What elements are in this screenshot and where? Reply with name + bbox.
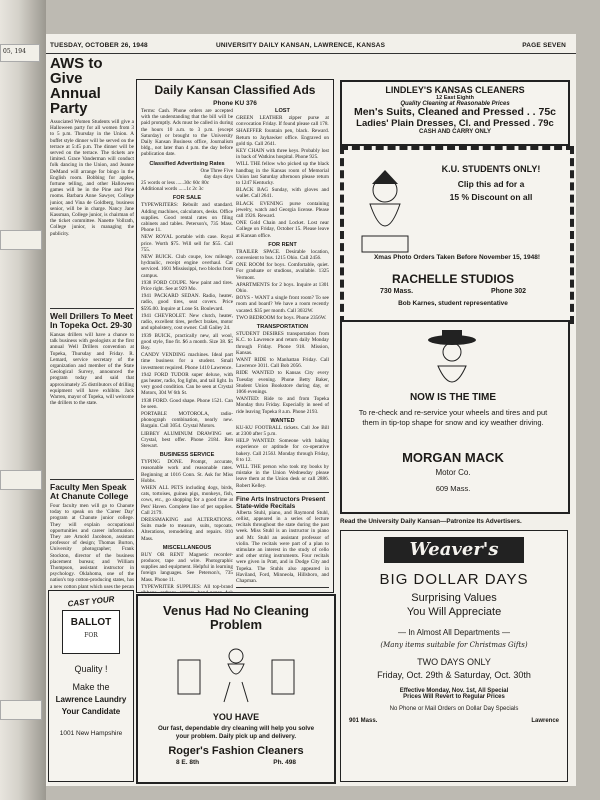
for-sale-list: [141, 202, 233, 449]
morgan-headline: NOW IS THE TIME: [409, 392, 497, 403]
morgan-body: To re-check and re-service your wheels and tires and put them in tip-top shape for snow and icy weather driving.: [358, 408, 548, 427]
lindleys-cleaners-ad: [340, 80, 570, 146]
classified-ad: NEW BUICK. Club coupe, low mileage, hydraulic, receipt engine overhaul. Car serviced. 1601 Mississippi, two blocks from campus.: [141, 254, 233, 279]
classified-ad: BUY OR RENT Magnetic recorder-producer, tape and wire. Photographic supplies and equipment. Helpful in learning foreign languages. See Peterson's, 735 Mass. Phone 11.: [141, 551, 233, 583]
cowboy-illustration: [422, 328, 482, 398]
ballot-candidate: Your Candidate: [61, 707, 121, 716]
weavers-gifts: (Many items suitable for Christmas Gifts): [380, 641, 528, 649]
rachelle-banner: K.U. STUDENTS ONLY!: [441, 164, 541, 174]
classifieds-title: Daily Kansan Classified Ads: [154, 83, 316, 97]
classified-ad: RIDE WANTED to Kansas City every Tuesday evening. Phone Betty Baker, Student Union Bookstore during day, or 1066 evenings.: [236, 370, 329, 395]
classified-ad: 1942 FORD TUDOR super deluxe, with gas heater, radio, fog lights, and tail light. In very good condition. Can be seen at Crystal Motors, 304 W 6th St.: [141, 371, 233, 397]
article-aws-party: Associated Women Students will give a Halloween party for all women from 3 to 5 p.m. Thursday in the Union. A buffet style dinner will be served on the terrace at 5:45 p.m. The dinner will be served on the terrace. The tickets are limited. Grace Vanderman will conduct folk dancing in the Union, and Jeanne DeMand will arrange for bingo in the English room. Bobbing for apples, fortune telling, and other Halloween games will be in the Pine and Pine rooms. Barbara Anne Sawyer, College junior, and Vina de Goldberg, business senior, will be in charge. Nancy Jane Kassman, College junior, is chairman of the ticket committee. Nanette Vollrath, College junior, is managing the publicity.: [50, 119, 134, 237]
santa-illustration: [350, 168, 420, 258]
lindley-tagline: Quality Cleaning at Reasonable Prices: [400, 101, 510, 107]
classifieds-section: [136, 79, 334, 593]
rachelle-address: 730 Mass.: [380, 288, 414, 295]
rachelle-studio-name: RACHELLE STUDIOS: [391, 272, 514, 286]
classifieds-col-left: [141, 108, 233, 593]
headline-aws-party: AWS to Give Annual Party: [50, 56, 103, 117]
ballot-cast-text: CAST YOUR: [67, 594, 115, 609]
margin-tab: [0, 700, 42, 720]
lindley-cash: CASH AND CARRY ONLY: [419, 129, 491, 135]
classified-ad: SHAEFFER fountain pen, black. Reward. Return to Jayhawker office. Engraved on gold tip. Call 2641.: [236, 128, 329, 147]
garment-icon: [178, 660, 294, 694]
rates-row: 25 words or less ......30c 60c 80c: [141, 180, 210, 187]
morgan-name: MORGAN MACK: [402, 450, 504, 465]
classified-ad: TYPEWRITER SUPPLIES: All top-brand: [141, 583, 233, 590]
weavers-headline: BIG DOLLAR DAYS: [379, 571, 529, 588]
article-divider: [236, 492, 329, 493]
patronize-line: Read the University Daily Kansan—Patronize Its Advertisers.: [340, 518, 522, 525]
weavers-no-phone: No Phone or Mail Orders on Dollar Day Specials: [389, 706, 519, 712]
weavers-effective-2: Prices Will Revert to Regular Prices: [403, 694, 505, 700]
rachelle-rep: Bob Karnes, student representative: [398, 300, 508, 307]
article-divider: [50, 479, 134, 480]
lindley-ladies-price: Ladies' Plain Dresses, Cl. and Pressed . 79c: [356, 118, 554, 129]
ballot-for-text: FOR: [84, 632, 98, 639]
classified-ad: PORTABLE MOTOROLA, radio-phonograph combination, nearly new. Bargain. Call 3054. Crystal Motors.: [141, 410, 233, 430]
weavers-logo: [384, 537, 524, 563]
weavers-logo-text: Weaver's: [409, 539, 499, 560]
classified-ad: WILL THE person who took my books by mistake in the Union Wednesday please leave them at the Union desk or call 2886. Robert Kelley.: [236, 463, 329, 489]
rachelle-contact: [344, 288, 562, 298]
venus-phone: Ph. 498: [273, 759, 296, 766]
rachelle-clip: Clip this ad for a: [457, 179, 525, 189]
classifieds-col-right: [236, 108, 329, 588]
article-fine-arts: Alberta Stuhl, piano, and Raymond Stuhl, cellist, appeared in a series of lecture recitals throughout the state during the past week. Miss Stuhl is an instructor in piano and Mr. Stuhl an assistant professor of violin. The recitals were part of a plan to stimulate an interest in the study of cello and other string instruments. Four recitals were given in Pratt, and in Dodge City and Topeka. The Stuhls also appeared in Haviland, Ford, Minneola, Hillsboro, and Chapman.: [236, 509, 329, 584]
classified-ad: LIBBEY ALUMINUM DRAWING set. Crystal, best offer. Phone 2184. Ron Stewart.: [141, 430, 233, 449]
transport-list: [236, 331, 329, 415]
weavers-departments: — In Almost All Departments —: [397, 628, 511, 637]
venus-you-have: YOU HAVE: [212, 712, 260, 722]
cherub-figure: [224, 649, 248, 702]
ballot-make: Make the: [72, 682, 110, 692]
venus-headline: Venus Had No Cleaning Problem: [163, 603, 309, 632]
rates-header: One Three Five: [200, 167, 233, 174]
margin-tab-label: 05, 194: [3, 48, 26, 55]
classified-ad: KEY CHAIN with three keys. Probably lost in back of Watkins hospital. Phone 925.: [236, 148, 329, 161]
classified-ad: WANTED: Ride to and from Topeka Monday thru Friday. Especially in need of ride leaving Topeka 8 a.m. Phone 2193.: [236, 396, 329, 415]
binder-margin: [0, 0, 46, 800]
venus-address: 8 E. 8th: [176, 759, 200, 766]
classified-ad: BOYS - WANT a single front room? To see room and board? We have a room recently vacated. $35 per month. Call 3032W.: [236, 295, 329, 314]
header-rule: [46, 53, 576, 54]
misc-heading: MISCELLANEOUS: [162, 544, 212, 551]
newspaper-page: [46, 34, 576, 786]
issue-date: TUESDAY, OCTOBER 26, 1948: [50, 42, 148, 49]
lindley-title: LINDLEY'S KANSAS CLEANERS: [385, 85, 525, 95]
classified-ad: GREEN LEATHER zipper purse at convocation Friday. If found please call 178.: [236, 115, 329, 128]
classifieds-terms: Terms: Cash. Phone orders are accepted with the understanding that the bill will be paid promptly. Ads must be called in during the hours 10 a.m. to 3 p.m. (except Saturday) or brought to the University Daily Kansan Business office, Journalism bldg., not later than 4 p.m. the day before publication date.: [141, 108, 233, 158]
news-column: [50, 56, 134, 590]
headline-faculty-men: Faculty Men Speak At Chanute College: [50, 482, 129, 501]
weavers-sub1: Surprising Values: [411, 592, 497, 604]
morgan-address: 609 Mass.: [435, 484, 471, 493]
classified-ad: 1938 FORD COUPE. New paint and tires. Price right. See at 929 Mo.: [141, 279, 233, 293]
classified-ad: HELP WANTED: Someone with baking experience or aptitude for co-operative bakery. Call 2156J. Monday through Friday, 8 to 12.: [236, 438, 329, 463]
lost-list: [236, 115, 329, 239]
classified-ad: WANT RIDE to Manhattan Friday. Call Lawrence 3011. Call Bob 2056.: [236, 356, 329, 370]
classified-ad: 1941 PACKARD SEDAN. Radio, heater, radio, good tires, seat covers. Price $595.00. Inquire at Lone St. Boulevard.: [141, 293, 233, 312]
page-number: PAGE SEVEN: [522, 42, 566, 49]
classified-ad: TWO BEDROOM for boys. Phone 2356W.: [236, 314, 327, 321]
lindley-address: 12 East Eighth: [436, 95, 474, 101]
wanted-list: [236, 425, 329, 489]
rachelle-phone: Phone 302: [490, 288, 526, 295]
classified-ad: WILL THE fellow who picked up the black handbag in the Kansas room of Memorial Union last Saturday afternoon please return to 1247 Kentucky.: [236, 161, 329, 187]
weavers-dates: Friday, Oct. 29th & Saturday, Oct. 30th: [377, 670, 531, 680]
classified-ad: BLACK EVENING purse containing jewelry, watch and Georgia license. Please call 1926. Reward.: [236, 200, 329, 220]
classified-ad: BLACK BAG Sunday, with gloves and wallet. Call 2641.: [236, 187, 329, 200]
rachelle-discount: 15 % Discount on all: [449, 192, 533, 202]
weavers-address: 901 Mass.: [349, 718, 378, 724]
wanted-heading: WANTED: [270, 417, 295, 424]
business-list: [141, 459, 233, 542]
for-rent-list: [236, 249, 329, 321]
lawrence-laundry-ad: [48, 590, 134, 782]
weavers-footer: [341, 718, 567, 728]
business-heading: BUSINESS SERVICE: [159, 452, 215, 459]
margin-tab: [0, 230, 42, 250]
classified-ad: WHEN ALL PETS including dogs, birds, cats, tortoises, guinea pigs, monkeys, fish, cows, etc., go shopping for a good time at Pets' Haven. Complete line of pet supplies. Call 2179.: [141, 484, 233, 516]
for-sale-heading: FOR SALE: [172, 195, 202, 202]
rogers-cleaners-ad: [136, 594, 336, 784]
ballot-address: 1001 New Hampshire: [59, 730, 123, 737]
classified-ad: TYPING DONE. Prompt, accurate, reasonable work and reasonable rates. Beginning at 1016 Conn. St. Ask for Miss Hobbs.: [141, 459, 233, 484]
venus-company: Roger's Fashion Cleaners: [168, 745, 304, 757]
ballot-laundry: Lawrence Laundry: [55, 695, 127, 704]
classified-ad: 1941 CHEVROLET. New clutch, heater, radio, excellent tires, perfect brakes, motor and upholstery, cost owner. Call Gailey 24.: [141, 312, 233, 332]
headline-fine-arts: Fine Arts Instructors Present State-wide Recitals: [236, 495, 326, 510]
ballot-quality: Quality !: [74, 664, 108, 674]
misc-list: [141, 552, 233, 593]
page-header: [46, 40, 576, 52]
lindley-men-price: Men's Suits, Cleaned and Pressed . . 75c: [353, 106, 557, 118]
masthead: UNIVERSITY DAILY KANSAN, LAWRENCE, KANSAS: [216, 42, 386, 49]
classified-ad: DRESSMAKING and ALTERATIONS. Suits made to measure, suits, topcoats. Alterations, remodeling and repairs. 810 Mass.: [141, 516, 233, 542]
venus-illustration: [138, 636, 334, 710]
rates-header-2: day days days: [203, 173, 233, 180]
article-faculty-men: Four faculty men will go to Chanute today to speak on the 'Career Day' program at Chanute junior college. They will explain occupational opportunities and career information. They are Arnold Jacobson, assistant professor of design; Thomas Burton, University photographer; Frank Stockton, director of the business placement bureau; and William Thompson, assistant instructor in psychology. Oklahoma, one of the nation's top cotton-producing states, has a new cotton plant which uses the pecan: [50, 503, 134, 590]
ballot-word: BALLOT: [70, 617, 112, 628]
classified-ad: ONE Gold Chain and Locket. Lost near College on Friday, October 15. Please leave at Kansan office.: [236, 220, 329, 239]
classified-ad: 1939 BUICK, practically new, all wool, good style, fine fit. $6 a month. Size 38. $5 Boy.: [141, 332, 233, 351]
weavers-effective-1: Effective Monday, Nov. 1st, All Special: [399, 688, 509, 694]
rates-row: Additional words ......1c 2c 3c: [141, 186, 204, 193]
article-well-drillers: Kansas drillers will have a chance to talk business with geologists at the first annual Well Drillers convention at Topeka, Thursday and Friday. R. Lemard, service secretary of the organization and member of the State Geological Survey, announced the program today and said that approximately 25 distributors of drilling equipment will have exhibits. Jack Warren, mayor of Topeka, will welcome the drillers to the state.: [50, 332, 134, 407]
classified-ad: TRAILER SPACE. Desirable location, convenient to bus. 1215 Ohio. Call 2456.: [236, 248, 329, 262]
classifieds-phone: Phone KU 376: [213, 100, 257, 107]
margin-tab: [0, 470, 42, 490]
headline-well-drillers: Well Drillers To Meet In Topeka Oct. 29-30: [50, 311, 133, 330]
rates-title: Classified Advertising Rates: [149, 160, 225, 167]
classified-ad: TYPEWRITERS: Rebuilt and standard. Adding machines, calculators, desks. Office supplies. Good rental rates on filing cabinets and tables. Peterson's, 735 Mass. Phone 11.: [141, 202, 233, 234]
venus-contact: [138, 759, 334, 769]
rachelle-offer: Xmas Photo Orders Taken Before November 15, 1948!: [373, 254, 541, 261]
classified-ad: STUDENT DESIRES transportation from K.C. to Lawrence and return daily Monday through Friday. Phone 918. Mission, Kansas.: [236, 331, 329, 356]
morgan-company: Motor Co.: [435, 468, 471, 477]
transport-heading: TRANSPORTATION: [256, 324, 309, 331]
for-rent-heading: FOR RENT: [268, 241, 297, 248]
weavers-ad: [340, 530, 568, 782]
weavers-city: Lawrence: [531, 718, 559, 724]
article-divider: [50, 308, 134, 309]
margin-tab: [0, 44, 40, 62]
classified-ad: 1938 FORD. Good shape. Phone 1521. Can be seen.: [141, 397, 233, 410]
venus-body: Our fast, dependable dry cleaning will help you solve your problem. Daily pick up and delivery.: [157, 725, 315, 740]
ballot-box-icon: [62, 610, 120, 654]
weavers-sub2: You Will Appreciate: [406, 606, 502, 618]
classified-ad: ONE ROOM for boys. Comfortable, quiet. For graduate or studious, available. 1325 Vermont.: [236, 262, 329, 281]
article-divider: [236, 587, 329, 588]
classified-ad: KU-KU FOOTBALL tickets. Call Joe Bill at 2300 after 5 p.m.: [236, 424, 329, 437]
rachelle-studios-ad: [340, 146, 574, 324]
classified-ad: NEW ROYAL portable with case. Royal price. Worth $75. Will sell for $55. Call 755.: [141, 234, 233, 253]
classified-ad: APARTMENTS for 2 boys. Inquire at 1301 Ohio.: [236, 281, 329, 295]
lost-heading: LOST: [275, 108, 290, 114]
weavers-two-days: TWO DAYS ONLY: [417, 657, 491, 667]
classified-ad: CANDY VENDING machines. Ideal part time business for a student. Small investment required. Phone 1410 Lawrence.: [141, 352, 233, 371]
morgan-mack-ad: [340, 320, 570, 514]
